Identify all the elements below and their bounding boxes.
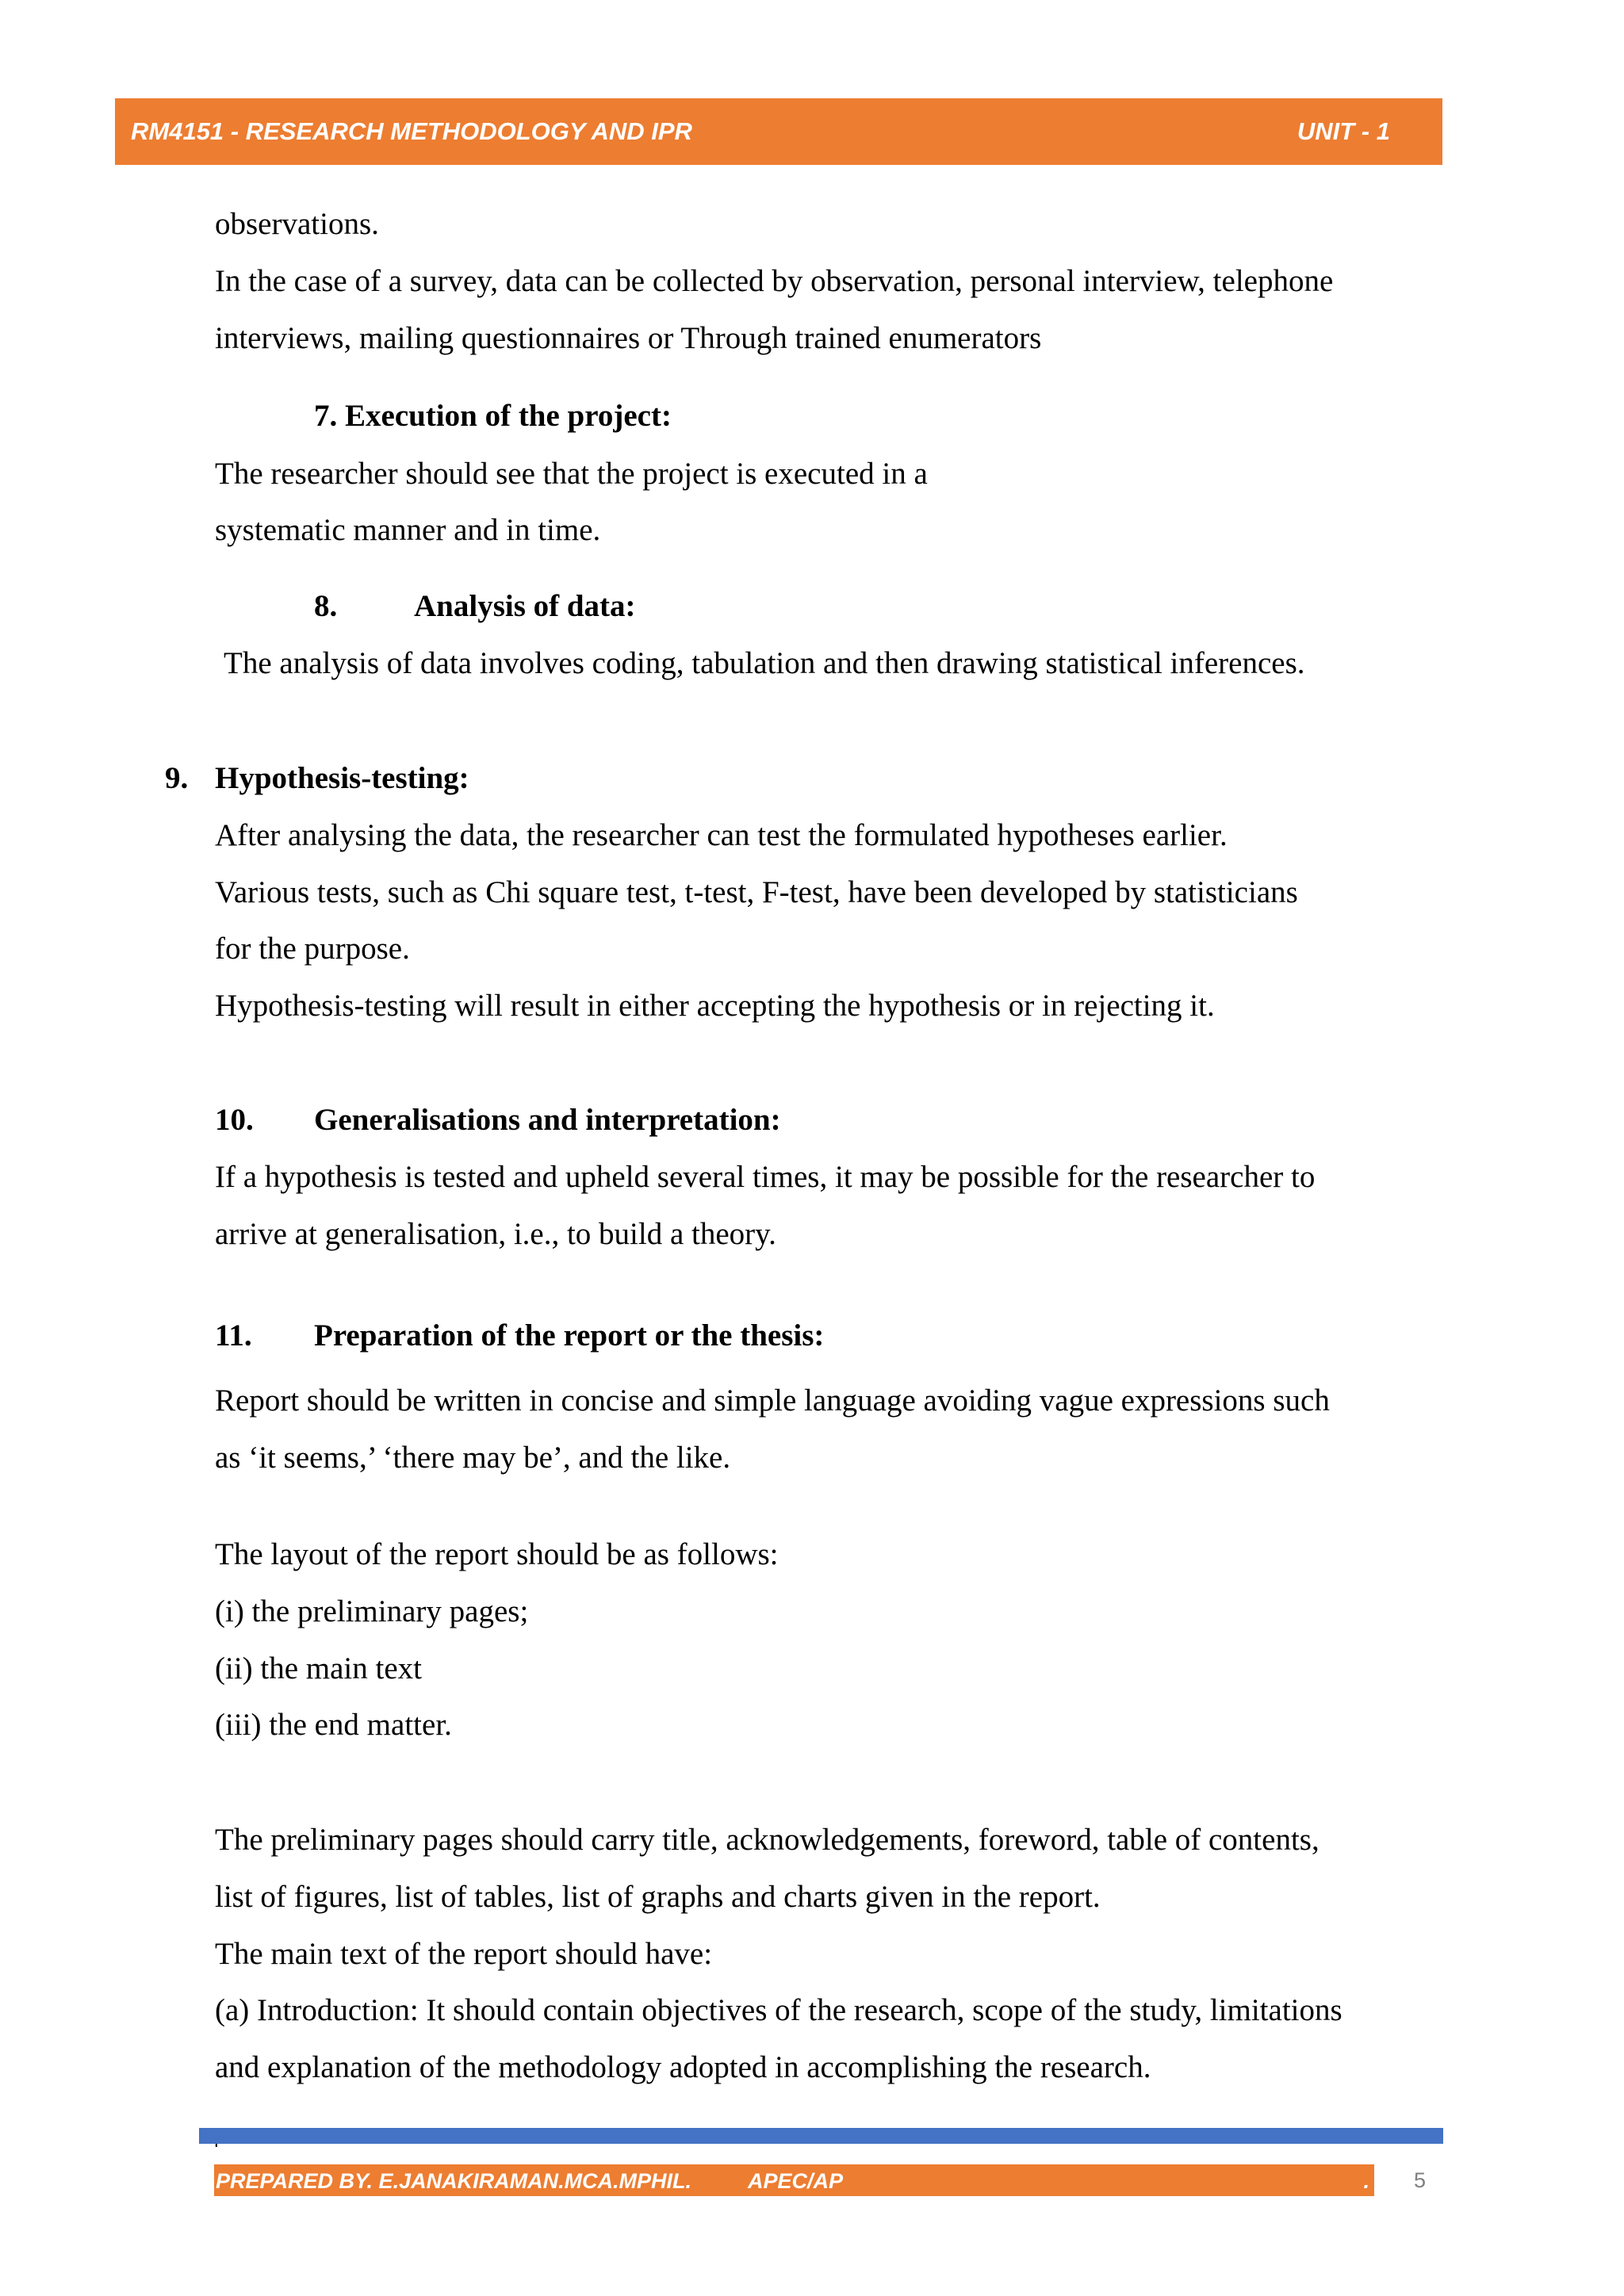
paragraph-line: The main text of the report should have:: [215, 1937, 713, 1971]
section-heading-8: Analysis of data:: [414, 589, 636, 623]
paragraph-line: and explanation of the methodology adopted in accomplishing the research.: [215, 2050, 1151, 2084]
paragraph-line: The preliminary pages should carry title, acknowledgements, foreword, table of contents,: [215, 1823, 1320, 1857]
section-heading-9: Hypothesis-testing:: [215, 761, 469, 795]
list-item: (iii) the end matter.: [215, 1708, 452, 1742]
page-footer: [214, 2164, 1374, 2196]
paragraph-line: Various tests, such as Chi square test, t-test, F-test, have been developed by statisticians: [215, 875, 1298, 909]
paragraph-line: interviews, mailing questionnaires or Through trained enumerators: [215, 321, 1042, 355]
footer-dot: .: [1363, 2169, 1369, 2193]
footer-rule: [199, 2128, 1443, 2144]
paragraph-line: In the case of a survey, data can be collected by observation, personal interview, telephone: [215, 264, 1334, 298]
paragraph-line: systematic manner and in time.: [215, 513, 601, 547]
section-number-8: 8.: [314, 589, 338, 623]
page-number: 5: [1414, 2168, 1427, 2192]
page-header: [115, 98, 1442, 165]
section-number-11: 11.: [215, 1318, 252, 1353]
section-heading-7: 7. Execution of the project:: [314, 399, 672, 433]
paragraph-line: The layout of the report should be as follows:: [215, 1537, 779, 1571]
paragraph-line: for the purpose.: [215, 932, 410, 966]
paragraph-line: as ‘it seems,’ ‘there may be’, and the like.: [215, 1441, 731, 1475]
paragraph-line: arrive at generalisation, i.e., to build a theory.: [215, 1217, 776, 1251]
unit-label: UNIT - 1: [1297, 117, 1390, 145]
paragraph-line: (a) Introduction: It should contain objectives of the research, scope of the study, limitations: [215, 1993, 1342, 2027]
paragraph-line: After analysing the data, the researcher can test the formulated hypotheses earlier.: [215, 818, 1228, 852]
list-item: (i) the preliminary pages;: [215, 1594, 529, 1628]
paragraph-line: If a hypothesis is tested and upheld several times, it may be possible for the researcher to: [215, 1160, 1316, 1194]
prepared-by: PREPARED BY. E.JANAKIRAMAN.MCA.MPHIL.: [216, 2169, 692, 2193]
course-title: RM4151 - RESEARCH METHODOLOGY AND IPR: [131, 117, 692, 145]
section-heading-10: Generalisations and interpretation:: [314, 1103, 781, 1137]
paragraph-line: observations.: [215, 207, 379, 241]
list-item: (ii) the main text: [215, 1651, 423, 1686]
section-number-9: 9.: [165, 761, 189, 795]
paragraph-line: Hypothesis-testing will result in either accepting the hypothesis or in rejecting it.: [215, 989, 1215, 1023]
section-number-10: 10.: [215, 1103, 254, 1137]
paragraph-line: list of figures, list of tables, list of graphs and charts given in the report.: [215, 1880, 1101, 1914]
paragraph-line: The analysis of data involves coding, tabulation and then drawing statistical inferences.: [224, 646, 1305, 680]
institution: APEC/AP: [748, 2169, 844, 2193]
section-heading-11: Preparation of the report or the thesis:: [314, 1318, 825, 1353]
paragraph-line: The researcher should see that the project is executed in a: [215, 457, 928, 491]
paragraph-line: Report should be written in concise and simple language avoiding vague expressions such: [215, 1383, 1330, 1418]
